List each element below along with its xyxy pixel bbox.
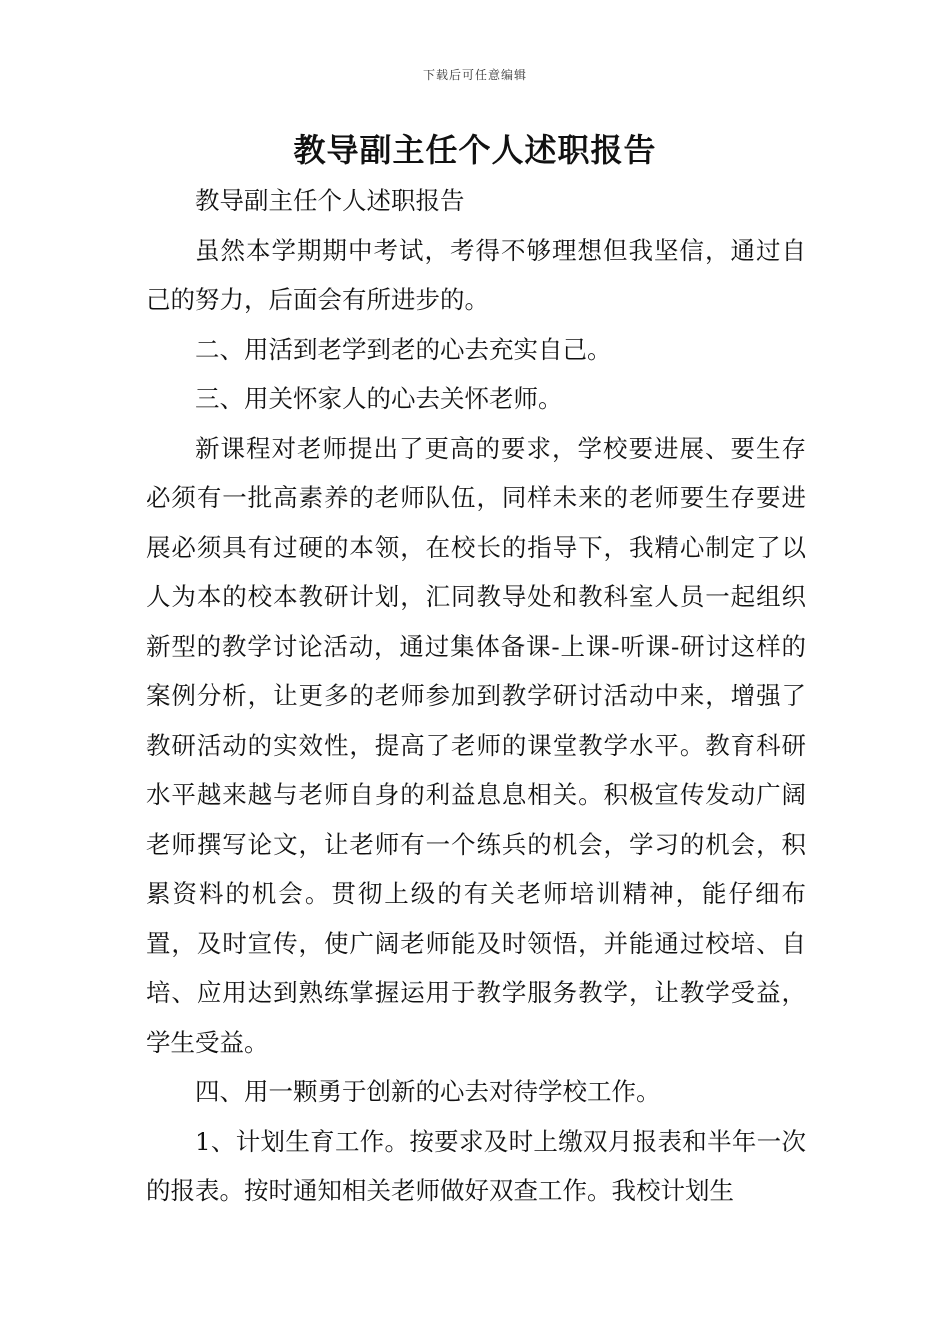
paragraph-section-three: 三、用关怀家人的心去关怀老师。 xyxy=(195,384,563,413)
header-note: 下载后可任意编辑 xyxy=(422,68,527,82)
paragraph-new-curriculum: 新课程对老师提出了更高的要求，学校要进展、要生存必须有一批高素养的老师队伍，同样未来的老师要生存要进展必须具有过硬的本领，在校长的指导下，我精心制定了以人为本的校本教研计划，汇同教导处和教科室人员一起组织新型的教学讨论活动，通过集体备课-上课-听课-研讨这样的案例分析，让更多的老师参加到教学研讨活动中来，增强了教研活动的实效性，提高了老师的课堂教学水平。教育科研水平越来越与老师自身的利益息息相关。积极宣传发动广阔老师撰写论文，让老师有一个练兵的机会，学习的机会，积累资料的机会。贯彻上级的有关老师培训精神，能仔细布置，及时宣传，使广阔老师能及时领悟，并能通过校培、自培、应用达到熟练掌握运用于教学服务教学，让教学受益，学生受益。 xyxy=(146,433,806,1057)
paragraph-exam: 虽然本学期期中考试，考得不够理想但我坚信，通过自己的努力，后面会有所进步的。 xyxy=(146,235,806,314)
paragraph-subtitle: 教导副主任个人述职报告 xyxy=(195,186,465,215)
document-title: 教导副主任个人述职报告 xyxy=(293,131,657,169)
paragraph-section-four: 四、用一颗勇于创新的心去对待学校工作。 xyxy=(195,1077,661,1106)
paragraph-section-two: 二、用活到老学到老的心去充实自己。 xyxy=(195,334,612,364)
document-body xyxy=(146,176,806,1216)
paragraph-family-planning: 1、计划生育工作。按要求及时上缴双月报表和半年一次的报表。按时通知相关老师做好双查工作。我校计划生 xyxy=(146,1126,806,1205)
